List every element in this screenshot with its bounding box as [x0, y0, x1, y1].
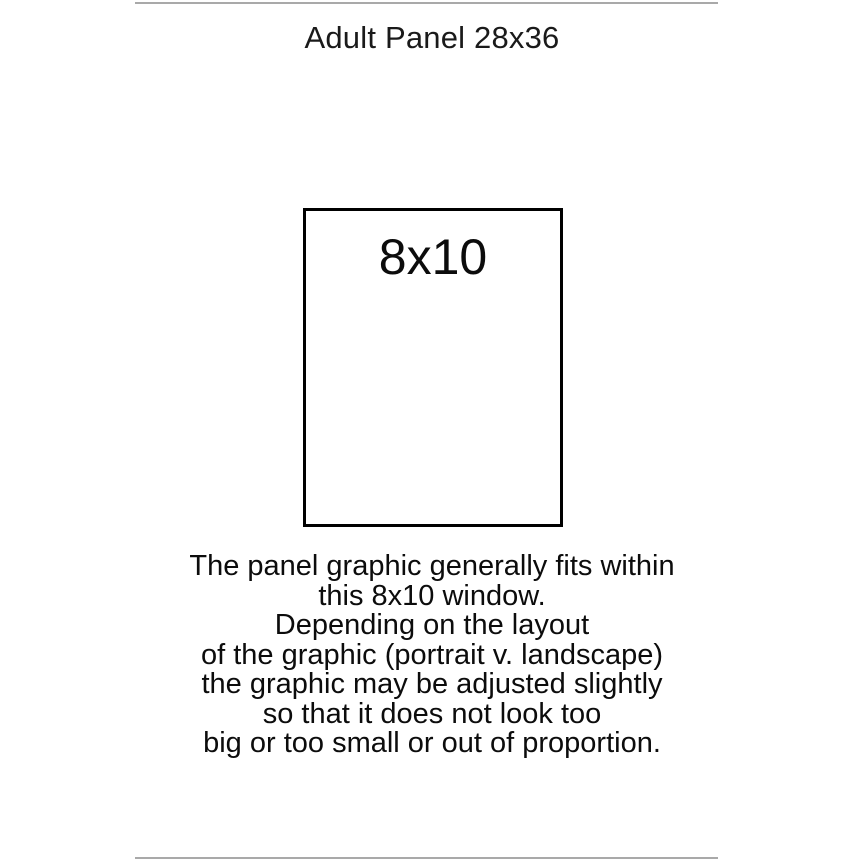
description-line: The panel graphic generally fits within: [189, 550, 675, 582]
top-edge-rule: [135, 2, 718, 4]
description-line: Depending on the layout: [274, 609, 590, 641]
description-line: this 8x10 window.: [318, 579, 546, 612]
panel-window-size-label: 8x10: [378, 229, 488, 285]
panel-graphic-window: [303, 208, 563, 527]
page-title: Adult Panel 28x36: [304, 20, 560, 55]
description-line: so that it does not look too: [262, 697, 602, 730]
description-line: of the graphic (portrait v. landscape): [200, 638, 664, 671]
description-text-block: [0, 552, 864, 759]
description-line: the graphic may be adjusted slightly: [201, 668, 663, 700]
description-line: big or too small or out of proportion.: [203, 727, 661, 759]
bottom-edge-rule: [135, 857, 718, 859]
